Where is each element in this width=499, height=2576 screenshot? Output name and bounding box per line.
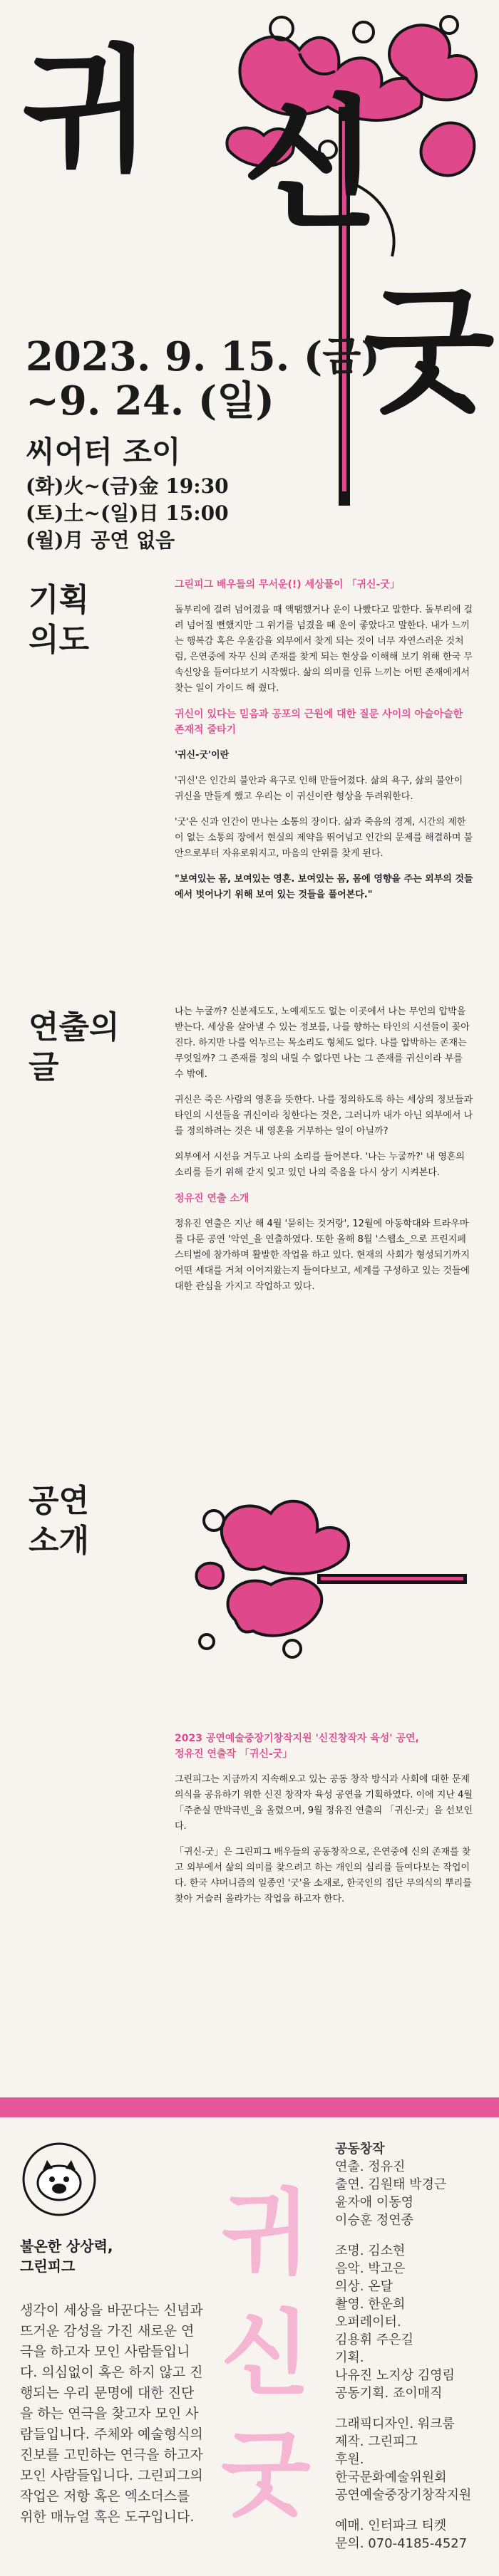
paragraph: "보여있는 몸, 보여있는 영혼. 보여있는 몸, 몸에 영향을 주는 외부의 것들에서 벗어나기 위해 보여 있는 것들을 풀어본다." (175, 874, 473, 900)
section-label-line: 의도 (29, 622, 90, 658)
credit-line: 후원. (335, 2452, 364, 2467)
section-director-content (175, 1004, 474, 1305)
credit-line: 제작. 그린피그 (335, 2434, 418, 2449)
credit-line: 공연예술중장기창작지원 (335, 2488, 472, 2503)
hero-char-1: 귀 (21, 31, 147, 189)
company-description: 생각이 세상을 바꾼다는 신념과 뜨거운 감성을 가진 새로운 연극을 하고자 모인 사람들입니다. 의심없이 혹은 하지 않고 진행되는 우리 문명에 대한 진단을 하는 연극을 찾고자 모인 사람들입니다. 주체와 예술형식의 진보를 고민하는 연극을 하고자 모인 사람들입니다. 그린피그의 작업은 저항 혹은 엑소더스를 위한 매뉴얼 혹은 도구입니다. (20, 2303, 203, 2525)
credit-line: 예매. 인터파크 티켓 (335, 2518, 447, 2533)
pale-char-3: 굿 (221, 2420, 311, 2529)
credit-line: 의상. 온달 (335, 2279, 393, 2294)
credits-spacer (335, 2504, 492, 2517)
greenpig-logo-icon (20, 2140, 98, 2218)
section-label-director (29, 1008, 120, 1088)
credits-list (335, 2140, 492, 2552)
section-planning-content (175, 577, 474, 913)
section-label-line: 연출의 (29, 1009, 120, 1045)
schedule-block (26, 335, 380, 554)
paragraph: 외부에서 시선을 거두고 나의 소리를 들어본다. '나는 누굴까?' 내 영혼의 소리를 듣기 위해 갇지 잊고 있던 나의 죽음을 다시 상기 시켜본다. (175, 1152, 465, 1178)
credit-line: 그래픽디자인. 워크룸 (335, 2416, 455, 2431)
paragraph: '귀신-굿'이란 (175, 750, 230, 761)
hero-char-2: 신 (242, 80, 381, 248)
tagline-line: 그린피그 (20, 2258, 76, 2275)
paragraph: 「귀신-굿」은 그린피그 배우들의 공동창작으로, 은연중에 신의 존재를 찾고 외부에서 삶의 의미를 찾으려고 하는 개인의 심리를 들여다보는 작업이다. 한국 샤머니즘의 일종인 '굿'을 소재로, 한국인의 집단 무의식의 뿌리를 찾아 거슬러 올라가는 작업을 하고자 한다. (175, 1847, 472, 1904)
credit-line: 이승훈 정연종 (335, 2213, 414, 2228)
credit-line: 촬영. 한운희 (335, 2297, 406, 2312)
hero-char-3: 굿 (364, 272, 495, 431)
highlight-heading: 정유진 연출작 「귀신-굿」 (175, 1748, 293, 1760)
pale-char-2: 신 (221, 2299, 311, 2408)
credit-line: 나유진 노지상 김영림 (335, 2368, 455, 2383)
credits-heading: 공동창작 (335, 2142, 385, 2157)
credit-line: 문의. 070-4185-4527 (335, 2536, 468, 2551)
mid-illustration (185, 1464, 470, 1706)
pale-title-graphic (214, 2165, 314, 2535)
section-label-line: 공연 (29, 1483, 90, 1519)
company-tagline (20, 2236, 113, 2276)
date-end: ~9. 24. (일) (26, 377, 274, 424)
credit-line: 윤자애 이동영 (335, 2195, 414, 2210)
credit-line: 한국문화예술위원회 (335, 2470, 447, 2485)
paragraph: 그린피그는 지금까지 지속해오고 있는 공동 창작 방식과 사회에 대한 문제의식을 공유하기 위한 신진 창작자 육성 공연을 기획하였다. 이에 지난 4월 「주춘실 만박극빈_을 올렸으며, 9월 정유진 연출의 「귀신-굿」을 선보인다. (175, 1774, 473, 1832)
credit-line: 공동기획. 죠이매직 (335, 2386, 443, 2401)
highlight-heading: 정유진 연출 소개 (175, 1193, 250, 1204)
section-intro-content (175, 1731, 474, 1917)
venue-name: 씨어터 조이 (26, 434, 181, 469)
pale-char-1: 귀 (221, 2178, 311, 2287)
highlight-heading: 2023 공연예술중장기창작지원 '신진창작자 육성' 공연, (175, 1733, 419, 1744)
credits-spacer (335, 2402, 492, 2415)
paragraph: 나는 누굴까? 신분제도도, 노예제도도 없는 이곳에서 나는 무언의 압박을 받는다. 세상을 살아낼 수 있는 정보를, 나를 향하는 타인의 시선들이 꽂아진다. 하지만 나를 억누르는 목소리도 형체도 없다. 나를 압박하는 존재는 무엇일까? 그 존재를 정의 내릴 수 없다면 나는 그 존재를 귀신이라 부를 수 밖에. (175, 1006, 470, 1080)
divider-band (0, 2097, 499, 2117)
paragraph: 귀신은 죽은 사람의 영혼을 뜻한다. 나를 정의하도록 하는 세상의 정보들과 타인의 시선들을 귀신이라 칭한다는 것은, 그러니까 내가 아닌 외부에서 나를 정의하려는 것은 내 영혼을 거부하는 일이 아닐까? (175, 1095, 473, 1137)
page-title (21, 31, 147, 189)
credit-line: 오퍼레이터. (335, 2315, 401, 2330)
section-label-line: 기획 (29, 582, 90, 618)
paragraph: '굿'은 신과 인간이 만나는 소통의 장이다. 삶과 죽음의 경계, 시간의 제한이 없는 소통의 장에서 현실의 제약을 뛰어넘고 인간의 문제를 해결하며 불안으로부터 자유로워지고, 마음의 안위를 찾게 된다. (175, 817, 473, 859)
section-label-line: 글 (29, 1049, 59, 1085)
credit-line: 출연. 김원태 박경근 (335, 2177, 447, 2192)
credit-line: 김용휘 주은길 (335, 2332, 414, 2347)
credit-line: 조명. 김소현 (335, 2243, 406, 2258)
time-weekday: (화)火~(금)金 19:30 (26, 474, 229, 498)
highlight-heading: 그린피그 배우들의 무서운(!) 세상풀이 「귀신-굿」 (175, 579, 400, 590)
date-start: 2023. 9. 15. (금) (26, 333, 380, 380)
time-weekend: (토)土~(일)日 15:00 (26, 501, 229, 525)
credit-line: 음악. 박고은 (335, 2261, 406, 2276)
paragraph: '귀신'은 인간의 불안과 욕구로 인해 만들어졌다. 삶의 욕구, 삶의 불안이 귀신을 만들게 했고 우리는 이 귀신이란 형상을 두려워한다. (175, 776, 463, 802)
highlight-heading: 귀신이 있다는 믿음과 공포의 근원에 대한 질문 사이의 아슬아슬한 존재적 줄타기 (175, 709, 463, 736)
paragraph: 정유진 연출은 지난 해 4월 '묻히는 것거랑', 12월에 아동학대와 트라우마를 다룬 공연 '악연_을 연출하였다. 또한 올해 8월 '스웹소_으로 프린지페스티벌에 참가하며 활발한 작업을 하고 있다. 현재의 사회가 형성되기까지 어떤 세대를 거쳐 이어져왔는지 들여다보고, 세계를 구성하고 있는 것들에 대한 관심을 가지고 작업하고 있다. (175, 1219, 470, 1292)
credits-spacer (335, 2229, 492, 2242)
tagline-line: 불온한 상상력, (20, 2238, 113, 2255)
credit-line: 연출. 정유진 (335, 2159, 406, 2174)
section-label-intro (29, 1481, 89, 1561)
credit-line: 기획. (335, 2350, 364, 2365)
section-label-line: 소개 (29, 1523, 90, 1559)
time-closed: (월)月 공연 없음 (26, 528, 175, 552)
paragraph: 돌부리에 걸려 넘어졌을 때 액땜했거나 운이 나빴다고 말한다. 돌부리에 걸려 넘어질 뻔했지만 그 위기를 넘겼을 때 운이 좋았다고 말한다. 내가 느끼는 행복감 혹은 우울감을 외부에서 찾게 되는 것이 너무 자연스러운 것처럼, 은연중에 자꾸 신의 존재를 찾게 되는 현상을 이해해 보기 위해 한국 무속신앙을 들여다보기 시작했다. 삶의 의미를 인류 느끼는 어떤 존재에게서 찾는 일이 가이드 해 줬다. (175, 605, 473, 694)
section-label-planning (29, 580, 89, 660)
